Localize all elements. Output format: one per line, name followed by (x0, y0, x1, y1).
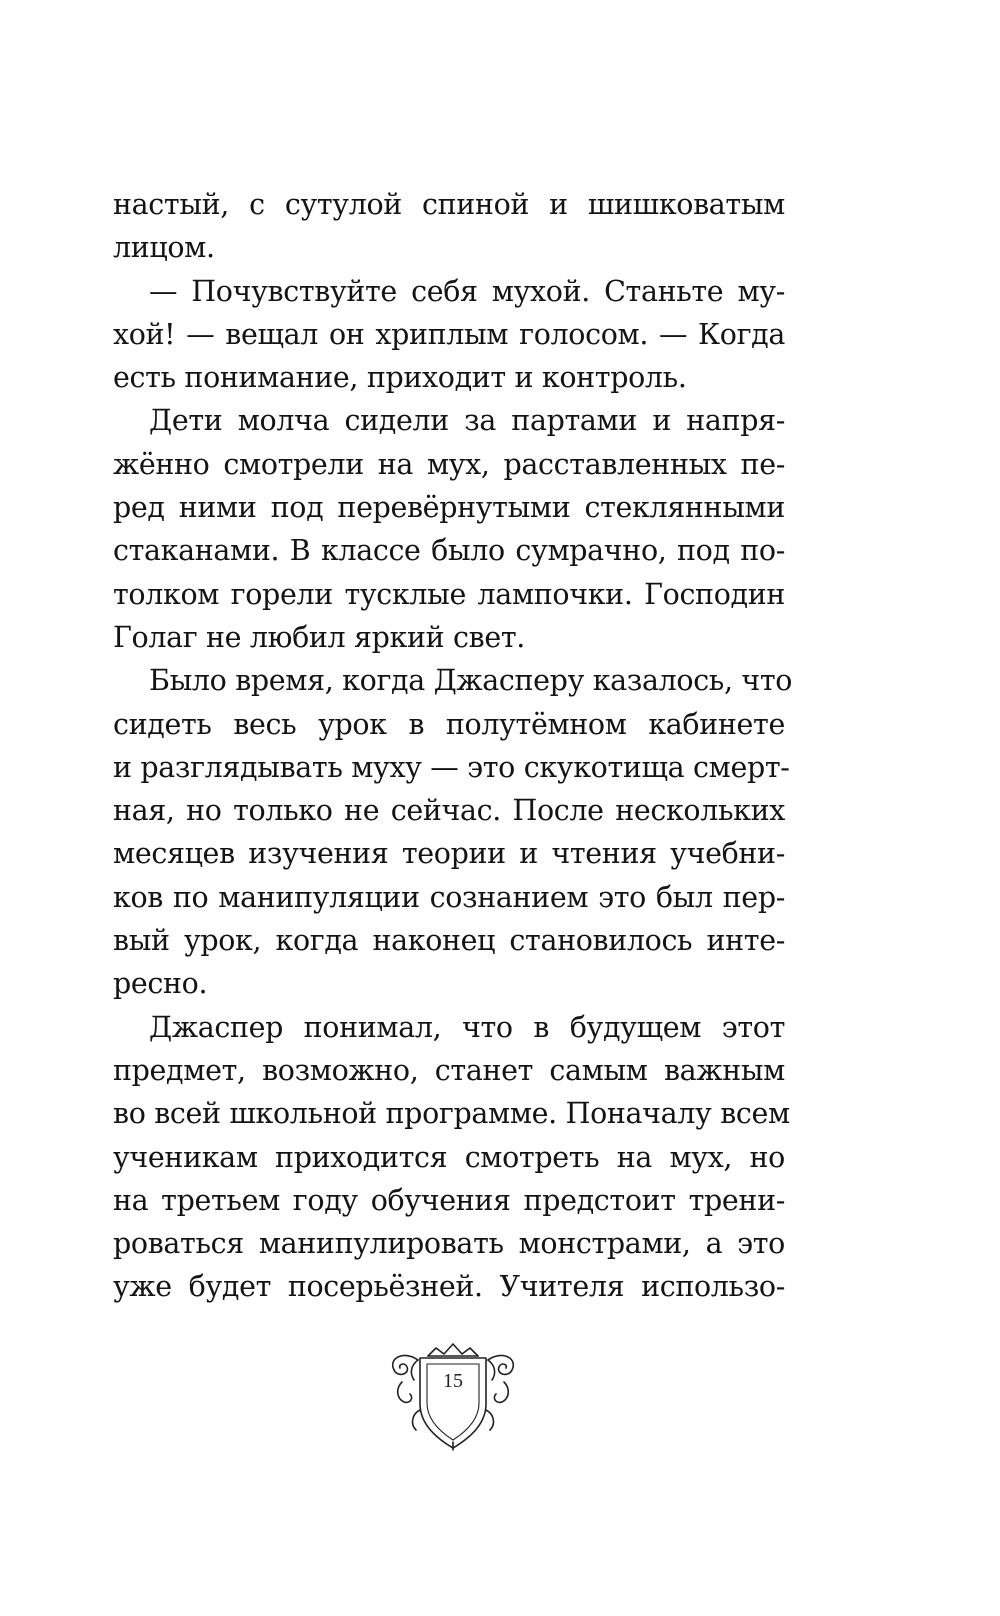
text-line: роваться манипулировать монстрами, а это (113, 1227, 785, 1261)
text-line: вый урок, когда наконец становилось инте- (113, 924, 785, 958)
text-line: жённо смотрели на мух, расставленных пе- (113, 447, 785, 481)
text-line: Голаг не любил яркий свет. (113, 620, 525, 654)
text-line: Джаспер понимал, что в будущем этот (149, 1010, 785, 1044)
body-text (113, 183, 793, 1309)
text-line: Дети молча сидели за партами и напря- (149, 404, 785, 438)
page-number: 15 (443, 1370, 463, 1392)
text-line: хой! — вещал он хриплым голосом. — Когда (113, 317, 785, 351)
text-line: — Почувствуйте себя мухой. Станьте му- (149, 274, 785, 308)
text-line: толком горели тусклые лампочки. Господин (113, 577, 785, 611)
text-line: сидеть весь урок в полутёмном кабинете (113, 707, 785, 741)
text-line: на третьем году обучения предстоит трени- (113, 1183, 785, 1217)
text-line: месяцев изучения теории и чтения учебни- (113, 837, 785, 871)
text-line: Было время, когда Джасперу казалось, что (149, 664, 793, 698)
heraldic-shield-icon (380, 1338, 526, 1454)
text-line: ков по манипуляции сознанием это был пер- (113, 880, 785, 914)
text-line: ред ними под перевёрнутыми стеклянными (113, 491, 785, 525)
text-line: во всей школьной программе. Поначалу всем (113, 1097, 790, 1131)
text-line: есть понимание, приходит и контроль. (113, 361, 687, 395)
text-line: предмет, возможно, станет самым важным (113, 1053, 785, 1087)
text-line: лицом. (113, 231, 215, 265)
text-line: уже будет посерьёзней. Учителя использо- (113, 1270, 785, 1304)
text-line: настый, с сутулой спиной и шишковатым (113, 188, 785, 221)
page-folio (380, 1338, 526, 1454)
text-line: стаканами. В классе было сумрачно, под по- (113, 534, 785, 568)
text-line: ная, но только не сейчас. После нескольких (113, 794, 785, 828)
text-line: и разглядывать муху — это скукотища смерт- (113, 750, 790, 784)
text-line: ресно. (113, 967, 208, 1001)
text-line: ученикам приходится смотреть на мух, но (113, 1140, 785, 1174)
